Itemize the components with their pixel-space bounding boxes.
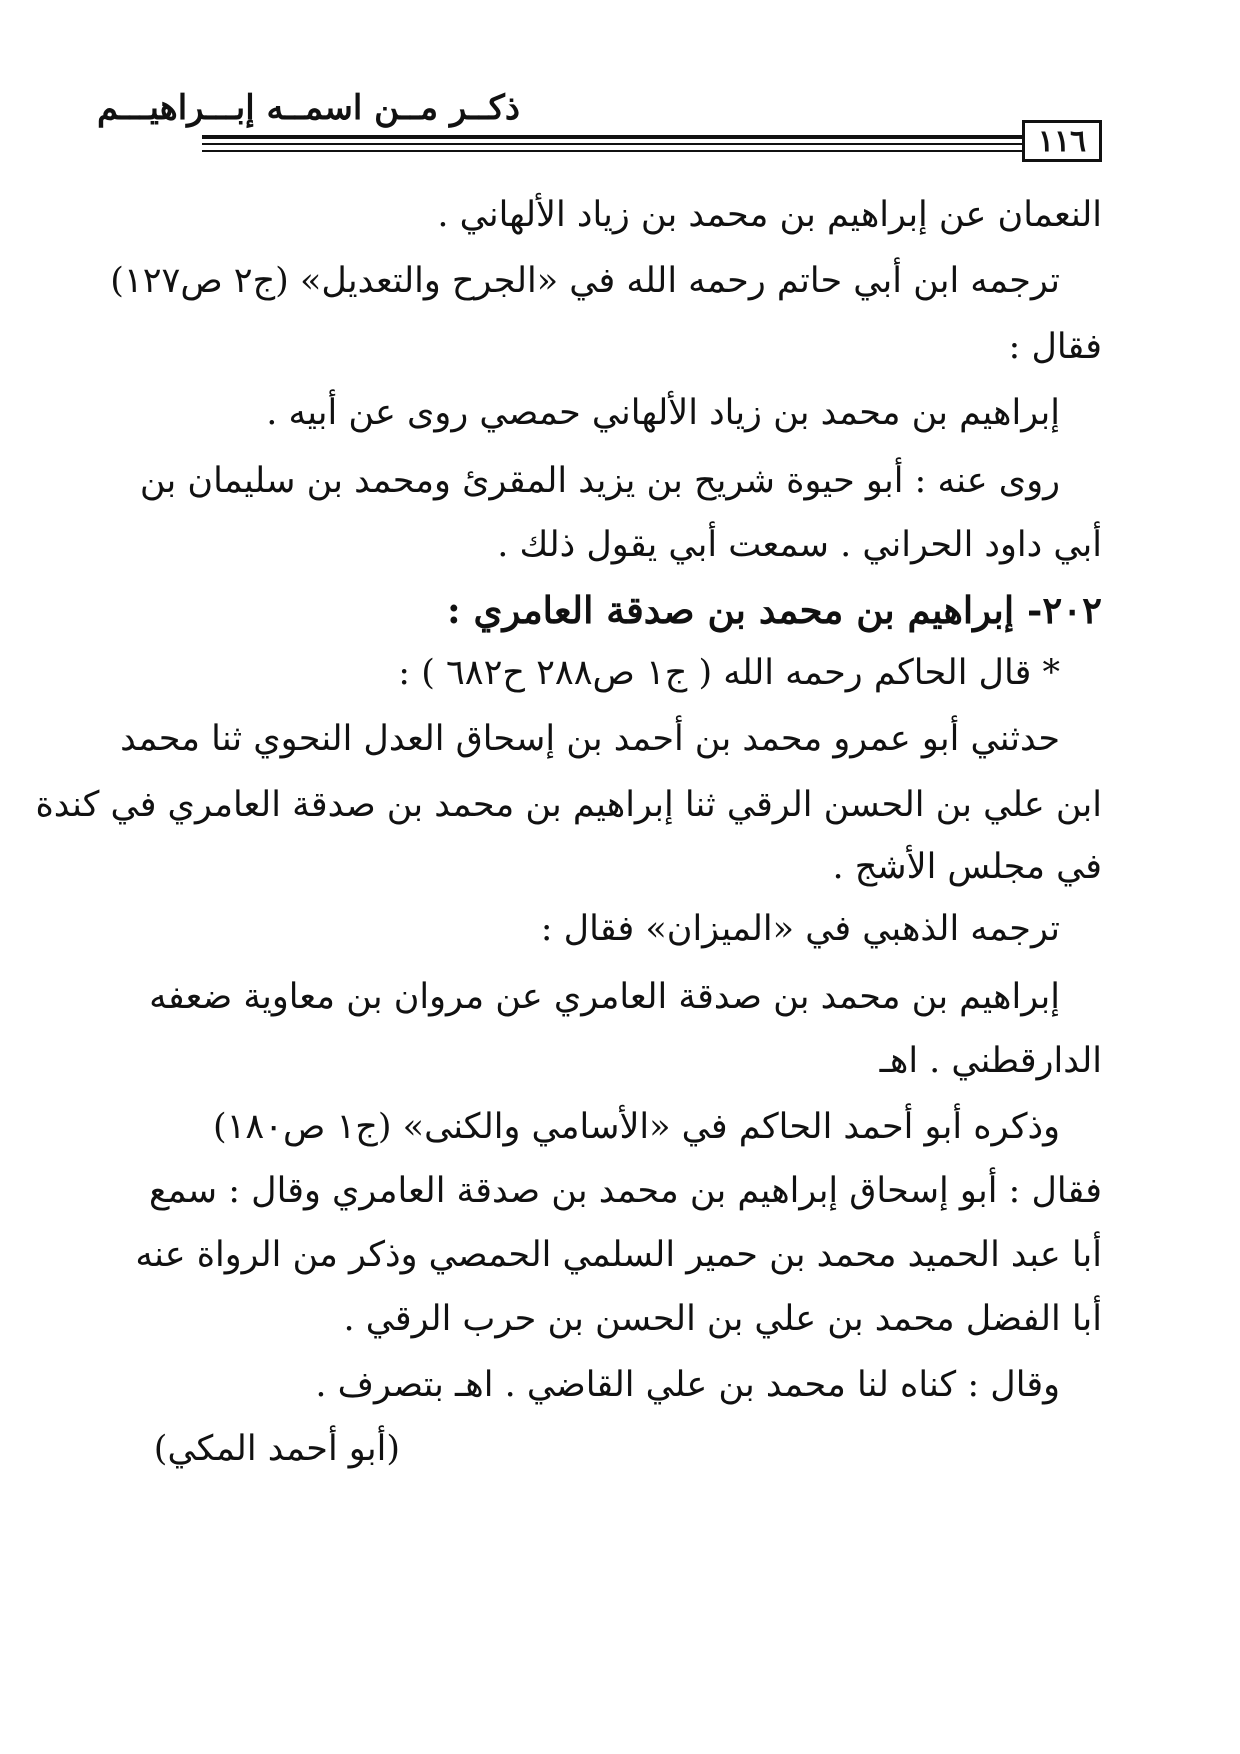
text-line: وقال : كناه لنا محمد بن علي القاضي . اهـ بتصرف . <box>315 1365 1060 1405</box>
text-line: فقال : أبو إسحاق إبراهيم بن محمد بن صدقة العامري وقال : سمع <box>148 1171 1102 1211</box>
text-line: ابن علي بن الحسن الرقي ثنا إبراهيم بن محمد بن صدقة العامري في كندة <box>35 785 1102 825</box>
header-rule <box>202 135 1102 139</box>
text-line: ترجمه ابن أبي حاتم رحمه الله في «الجرح والتعديل» (ج٢ ص١٢٧) <box>110 261 1060 301</box>
text-line: فقال : <box>1008 327 1102 367</box>
text-line: أبي داود الحراني . سمعت أبي يقول ذلك . <box>497 525 1102 565</box>
text-line: الدارقطني . اهـ <box>879 1041 1102 1081</box>
text-line: النعمان عن إبراهيم بن محمد بن زياد الألهاني . <box>437 195 1102 235</box>
text-line: إبراهيم بن محمد بن زياد الألهاني حمصي روى عن أبيه . <box>266 393 1060 433</box>
text-line: أبا عبد الحميد محمد بن حمير السلمي الحمصي وذكر من الرواة عنه <box>135 1235 1102 1275</box>
header-rule <box>202 143 1102 145</box>
text-line: ترجمه الذهبي في «الميزان» فقال : <box>540 909 1060 949</box>
text-line: أبا الفضل محمد بن علي بن الحسن بن حرب الرقي . <box>343 1299 1102 1339</box>
text-line: روى عنه : أبو حيوة شريح بن يزيد المقرئ ومحمد بن سليمان بن <box>139 461 1060 501</box>
text-line: حدثني أبو عمرو محمد بن أحمد بن إسحاق العدل النحوي ثنا محمد <box>120 719 1060 759</box>
running-header-title: ذكــر مــن اسمــه إبـــراهيـــم <box>97 88 520 128</box>
text-line: إبراهيم بن محمد بن صدقة العامري عن مروان بن معاوية ضعفه <box>149 977 1060 1017</box>
text-line: في مجلس الأشج . <box>832 847 1102 887</box>
text-line: وذكره أبو أحمد الحاكم في «الأسامي والكنى» (ج١ ص١٨٠) <box>212 1107 1060 1147</box>
page-number: ١١٦ <box>1022 120 1102 162</box>
text-line: * قال الحاكم رحمه الله ( ج١ ص٢٨٨ ح٦٨٢ ) : <box>398 653 1060 693</box>
header-rule <box>202 150 1102 152</box>
author-signature: (أبو أحمد المكي) <box>153 1429 400 1469</box>
section-heading: ٢٠٢- إبراهيم بن محمد بن صدقة العامري : <box>446 588 1102 632</box>
